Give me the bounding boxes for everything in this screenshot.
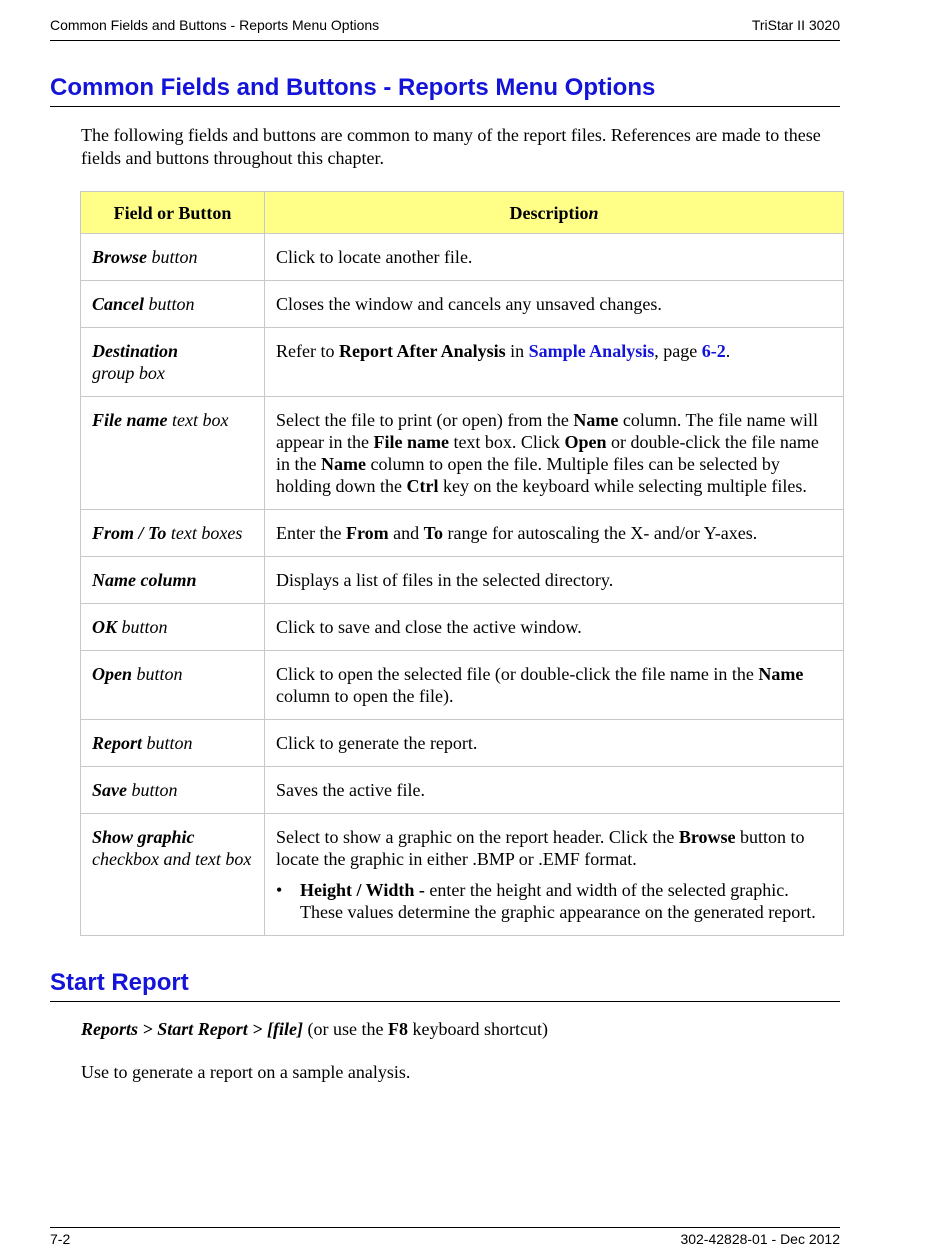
field-name-cell: Cancel button (81, 281, 265, 328)
table-row (81, 720, 844, 767)
table-row (81, 281, 844, 328)
header-product-name: TriStar II 3020 (751, 17, 840, 33)
usage-paragraph: Use to generate a report on a sample analysis. (81, 1062, 411, 1082)
field-name-cell: Name column (81, 557, 265, 604)
header-chapter-title: Common Fields and Buttons - Reports Menu Options (50, 17, 380, 33)
description-cell: Enter the From and To range for autoscaling the X- and/or Y-axes. (265, 510, 844, 557)
description-cell: Click to locate another file. (265, 234, 844, 281)
field-name-cell: OK button (81, 604, 265, 651)
field-name-cell: Report button (81, 720, 265, 767)
table-header-row (81, 192, 844, 234)
description-cell: Saves the active file. (265, 767, 844, 814)
menu-path: Reports > Start Report > [file] (or use the F8 keyboard shortcut) (81, 1019, 548, 1039)
table-row (81, 397, 844, 510)
column-header-description: Description (265, 192, 844, 234)
section-title-start-report: Start Report (50, 969, 840, 1002)
field-name-cell: Show graphic checkbox and text box (81, 814, 265, 936)
running-footer (50, 1227, 840, 1247)
running-header (50, 17, 840, 41)
document-number: 302-42828-01 - Dec 2012 (680, 1231, 840, 1247)
page-number: 7-2 (50, 1231, 71, 1247)
field-name-cell: Save button (81, 767, 265, 814)
description-cell: Closes the window and cancels any unsaved changes. (265, 281, 844, 328)
intro-paragraph: The following fields and buttons are common to many of the report files. References are made to these fields and buttons throughout this chapter. (81, 125, 821, 168)
table-row (81, 328, 844, 397)
field-name-cell: Open button (81, 651, 265, 720)
description-cell: Click to open the selected file (or double-click the file name in the Name column to open the file). (265, 651, 844, 720)
bullet-item: • Height / Width - enter the height and width of the selected graphic. These values determine the graphic appearance on the generated report. (276, 880, 816, 922)
description-cell: Displays a list of files in the selected directory. (265, 557, 844, 604)
table-row (81, 767, 844, 814)
table-row (81, 604, 844, 651)
table-row (81, 557, 844, 604)
fields-table (80, 191, 844, 936)
table-row (81, 814, 844, 936)
table-row (81, 651, 844, 720)
description-cell: Select the file to print (or open) from the Name column. The file name will appear in the File name text box. Click Open or double-click the file name in the Name column to open the file. Multiple files can be selected by holding down the Ctrl key on the keyboard while selecting multiple files. (265, 397, 844, 510)
field-name-cell: File name text box (81, 397, 265, 510)
table-row (81, 234, 844, 281)
field-name-cell: Destination group box (81, 328, 265, 397)
field-name-cell: Browse button (81, 234, 265, 281)
page-6-2-link[interactable]: 6-2 (701, 341, 726, 361)
description-cell: Select to show a graphic on the report header. Click the Browse button to locate the graphic in either .BMP or .EMF format. • Height / Width - enter the height and width of the selected graphic. These values determine the graphic appearance on the generated report. (265, 814, 844, 936)
section-title-common-fields: Common Fields and Buttons - Reports Menu Options (50, 74, 840, 107)
description-cell: Click to save and close the active window. (265, 604, 844, 651)
description-cell: Refer to Report After Analysis in Sample Analysis, page 6-2. (265, 328, 844, 397)
bullet-mark: • (276, 880, 283, 900)
sample-analysis-link[interactable]: Sample Analysis (528, 341, 655, 361)
description-cell: Click to generate the report. (265, 720, 844, 767)
table-row (81, 510, 844, 557)
field-name-cell: From / To text boxes (81, 510, 265, 557)
column-header-field: Field or Button (81, 192, 265, 234)
